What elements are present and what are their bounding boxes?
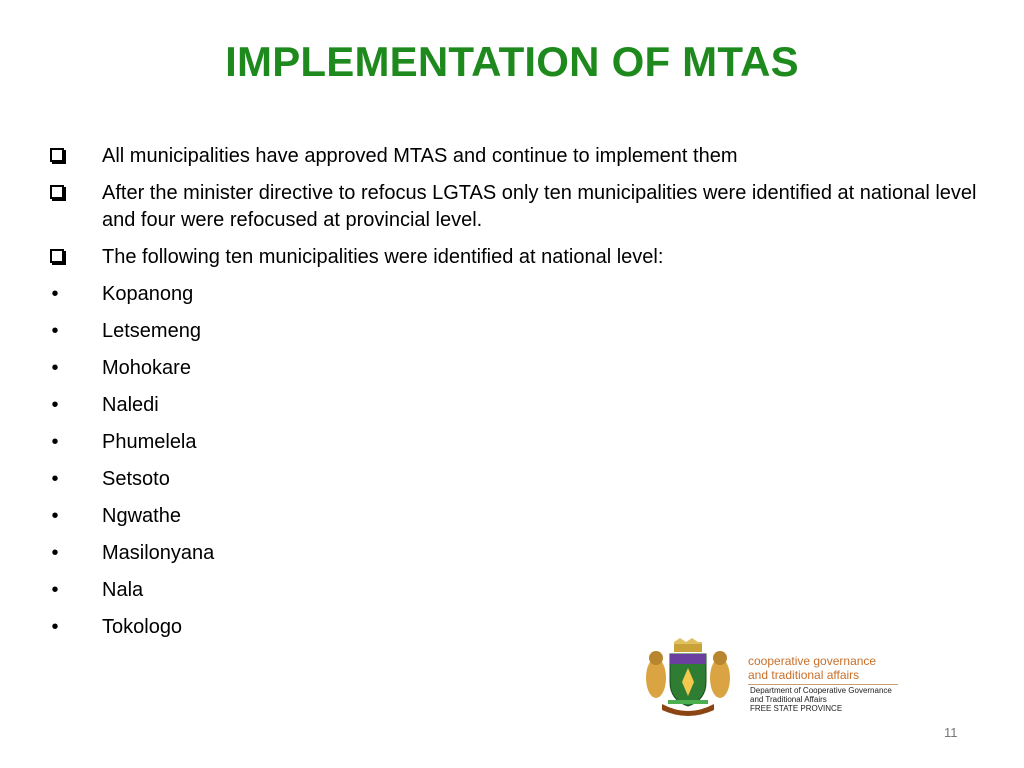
bullet-icon: • — [51, 431, 59, 453]
department-line3: FREE STATE PROVINCE — [750, 704, 843, 713]
bullet-icon: • — [51, 357, 59, 379]
list-item — [40, 540, 990, 567]
coat-of-arms-icon — [640, 638, 736, 718]
slide-body — [40, 143, 990, 651]
bullet-icon: • — [51, 394, 59, 416]
municipality-name: Naledi — [102, 394, 159, 416]
municipality-name: Setsoto — [102, 468, 170, 490]
list-item — [40, 392, 990, 419]
municipality-name: Kopanong — [102, 283, 194, 305]
point-text: The following ten municipalities were identified at national level: — [102, 246, 664, 268]
brand-line2: and traditional affairs — [748, 668, 860, 682]
checkbox-point — [40, 244, 990, 271]
bullet-icon: • — [51, 505, 59, 527]
list-item — [40, 577, 990, 604]
bullet-icon: • — [51, 579, 59, 601]
bullet-icon: • — [51, 468, 59, 490]
municipality-name: Tokologo — [102, 616, 183, 638]
brand-line1: cooperative governance — [748, 654, 877, 668]
municipality-name: Masilonyana — [102, 542, 215, 564]
municipality-name: Nala — [102, 579, 144, 601]
list-item — [40, 614, 990, 641]
checkbox-point — [40, 143, 990, 170]
list-item — [40, 466, 990, 493]
point-text: All municipalities have approved MTAS and continue to implement them — [102, 145, 738, 167]
list-item — [40, 281, 990, 308]
checkbox-point — [40, 180, 990, 234]
municipality-name: Phumelela — [102, 431, 197, 453]
list-item — [40, 355, 990, 382]
department-logo — [640, 638, 920, 718]
page-number: 11 — [944, 725, 958, 740]
brand-divider — [748, 684, 898, 685]
municipality-name: Letsemeng — [102, 320, 201, 342]
point-text: After the minister directive to refocus LGTAS only ten municipalities were identified at national level and four were refocused at provincial level. — [102, 182, 977, 231]
list-item — [40, 318, 990, 345]
checkbox-bullet-icon — [40, 143, 70, 170]
department-line1: Department of Cooperative Governance — [750, 686, 892, 695]
municipality-name: Mohokare — [102, 357, 191, 379]
bullet-icon: • — [51, 542, 59, 564]
checkbox-bullet-icon — [40, 244, 70, 271]
checkbox-bullet-icon — [40, 180, 70, 207]
list-item — [40, 503, 990, 530]
municipality-name: Ngwathe — [102, 505, 181, 527]
bullet-icon: • — [51, 320, 59, 342]
list-item — [40, 429, 990, 456]
slide-title: IMPLEMENTATION OF MTAS — [225, 38, 799, 85]
bullet-icon: • — [51, 283, 59, 305]
bullet-icon: • — [51, 616, 59, 638]
department-line2: and Traditional Affairs — [750, 695, 827, 704]
